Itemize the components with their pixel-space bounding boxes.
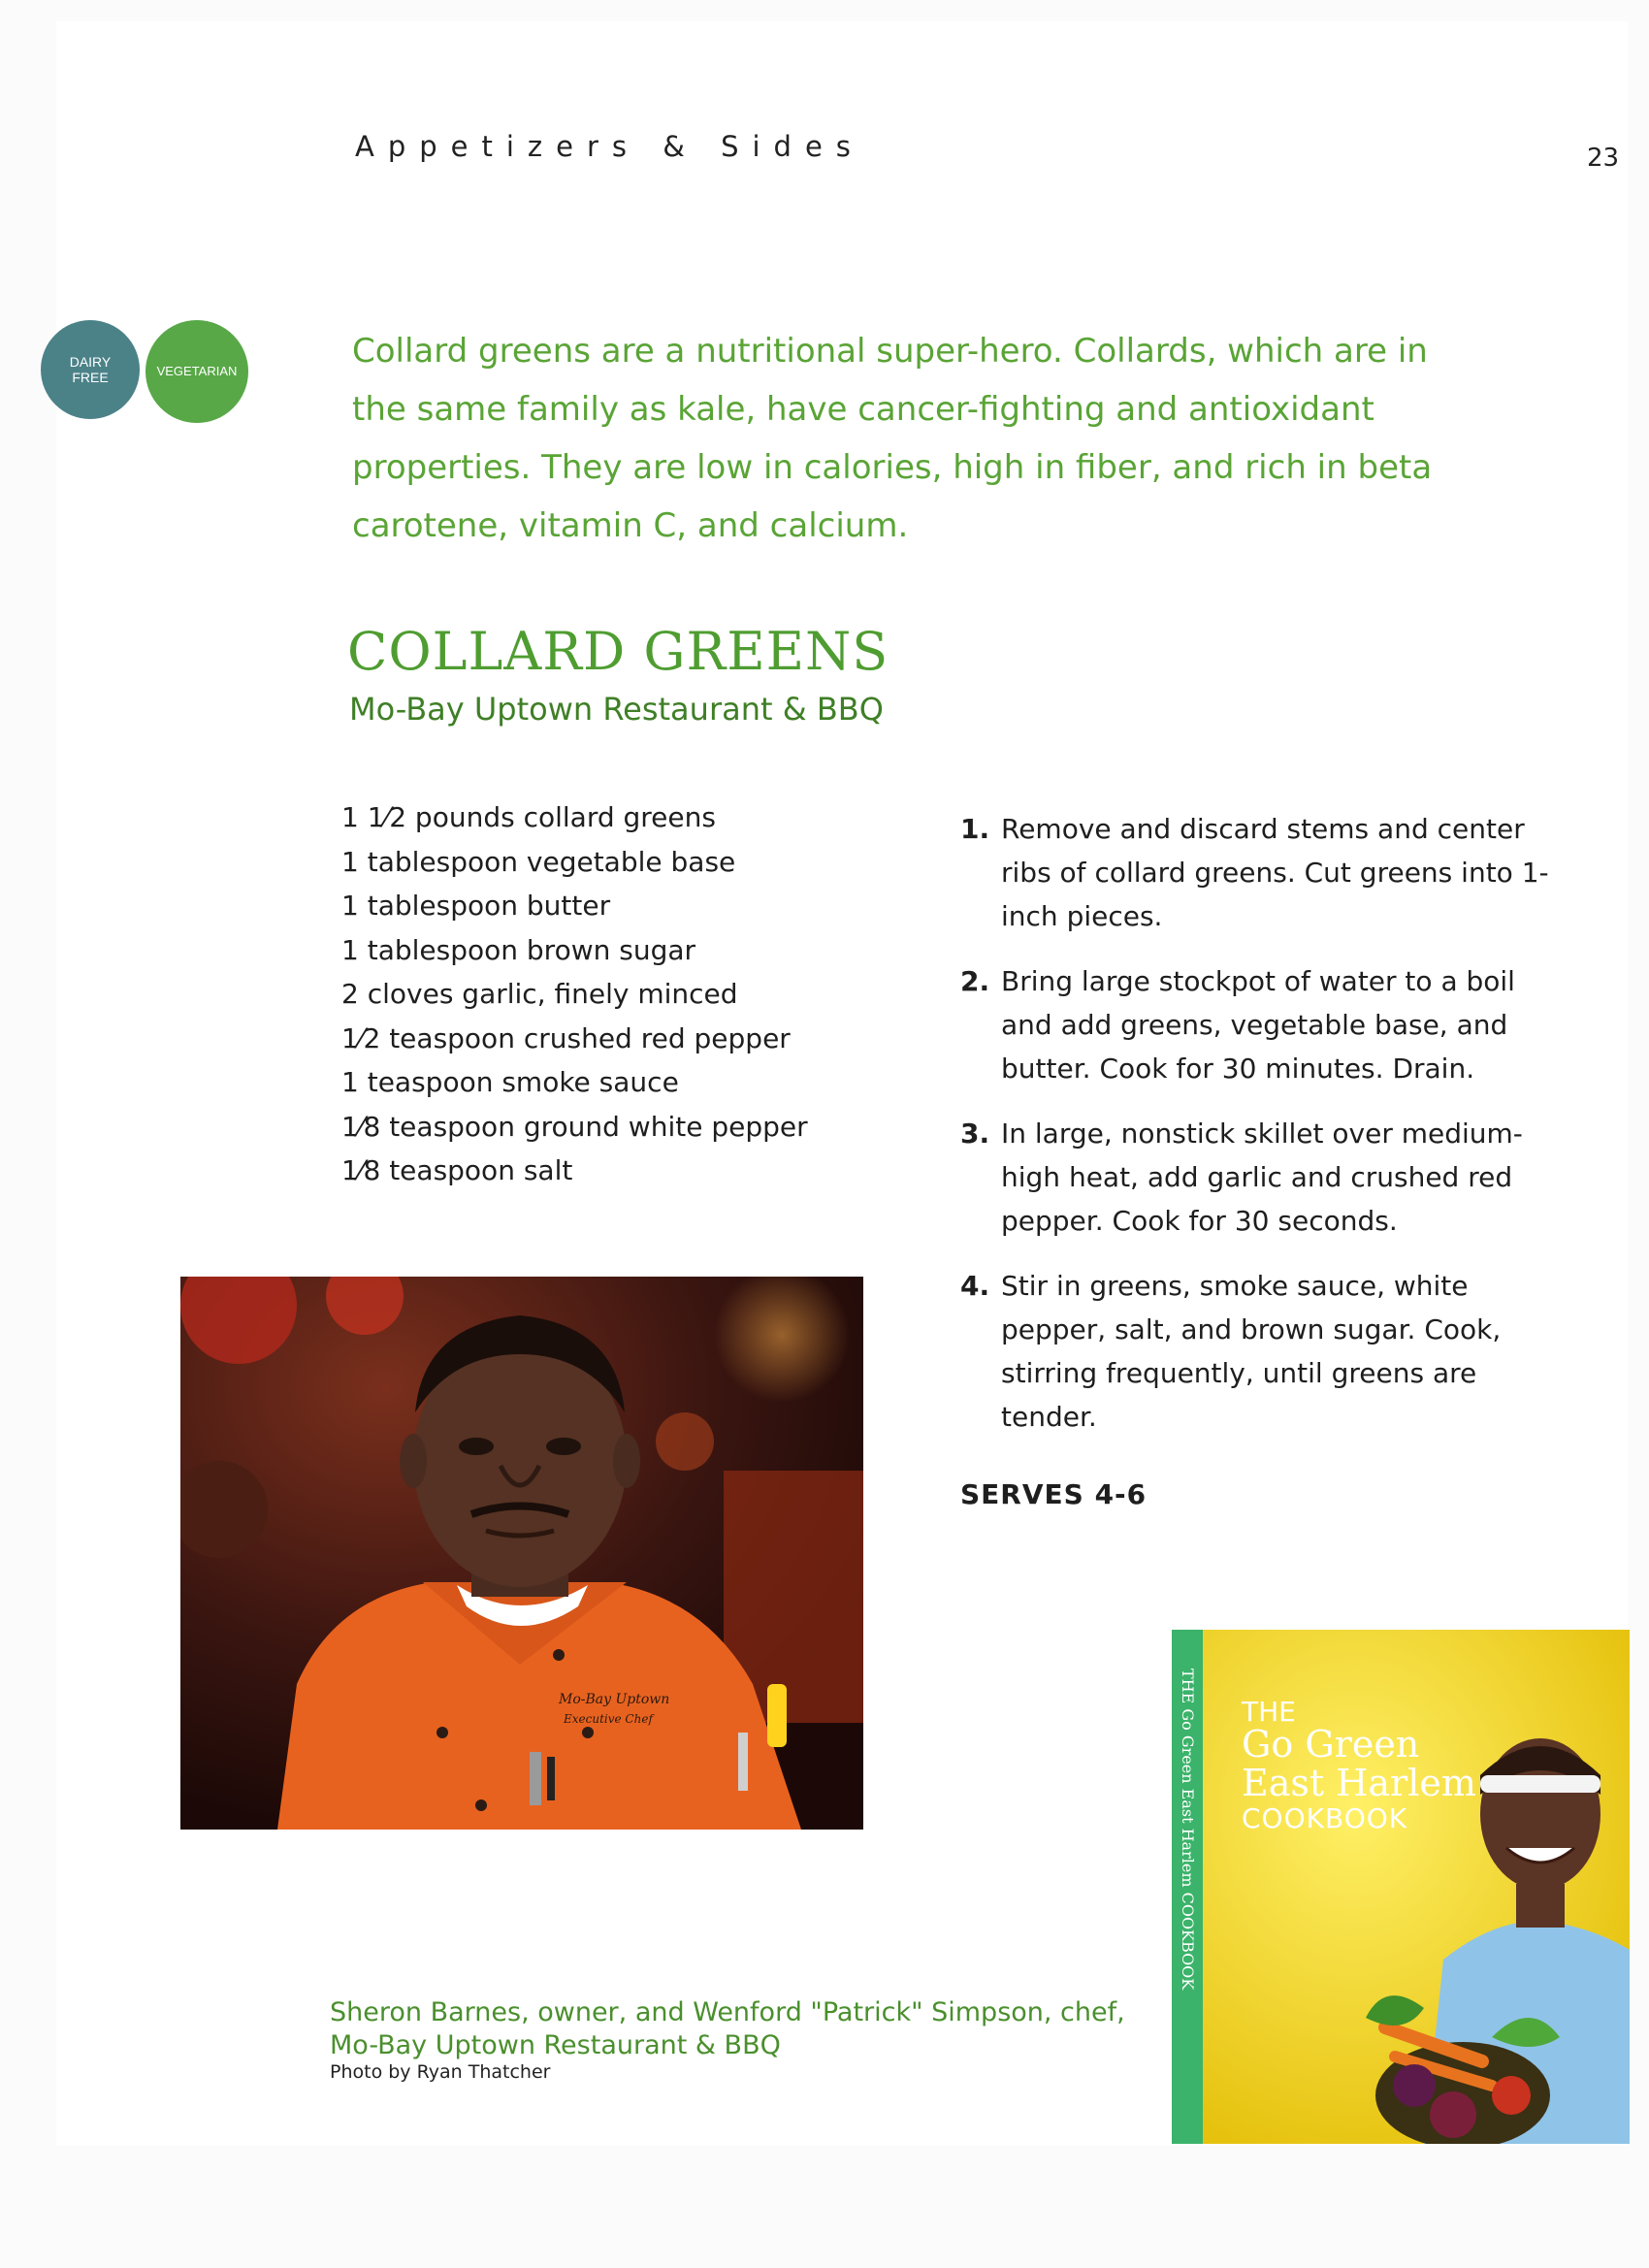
dairy-free-badge: [41, 320, 140, 419]
ingredient-item: 1⁄2 teaspoon crushed red pepper: [341, 1021, 791, 1054]
serves-label: SERVES 4-6: [960, 1478, 1148, 1510]
jacket-embroidery: Mo-Bay Uptown: [559, 1692, 670, 1707]
step-text: Stir in greens, smoke sauce, white pepper, salt, and brown sugar. Cook, stirring frequently, until greens are tender.: [1001, 1270, 1502, 1433]
intro-line: properties. They are low in calories, high in fiber, and rich in beta: [352, 448, 1433, 487]
step-number: 4.: [960, 1270, 990, 1302]
vegetarian-label: VEGETARIAN: [156, 364, 238, 378]
step-number: 1.: [960, 813, 990, 845]
ingredient-item: 1 teaspoon smoke sauce: [341, 1066, 679, 1098]
photo-caption: [330, 1996, 1125, 2062]
book-title-line: Go Green: [1242, 1723, 1420, 1766]
book-cover-art: [1172, 1630, 1630, 2144]
chef-photo: [180, 1277, 863, 1830]
page-number: 23: [1587, 144, 1620, 173]
intro-line: carotene, vitamin C, and calcium.: [352, 506, 909, 545]
step-text: Remove and discard stems and center ribs of collard greens. Cut greens into 1-inch pieces.: [1001, 813, 1549, 932]
step-text: In large, nonstick skillet over medium-high heat, add garlic and crushed red pepper. Cook for 30 seconds.: [1001, 1118, 1523, 1237]
instruction-step: [960, 1112, 1562, 1243]
instruction-step: [960, 807, 1562, 938]
book-spine-title: THE Go Green East Harlem COOKBOOK: [1179, 1669, 1197, 1991]
ingredient-list: [341, 795, 808, 1193]
intro-line: the same family as kale, have cancer-fighting and antioxidant: [352, 390, 1374, 429]
intro-paragraph: [352, 322, 1555, 555]
book-title-main: [1242, 1725, 1476, 1802]
ingredient-item: 1 tablespoon butter: [341, 890, 611, 922]
step-number: 3.: [960, 1118, 990, 1150]
jacket-embroidery: Executive Chef: [564, 1712, 653, 1726]
ingredient-item: 1 tablespoon brown sugar: [341, 933, 696, 966]
vegetarian-badge: [146, 320, 248, 423]
instruction-step: [960, 959, 1562, 1090]
section-heading: Appetizers & Sides: [355, 130, 864, 163]
ingredient-item: 1 1⁄2 pounds collard greens: [341, 801, 716, 833]
book-title-the: THE: [1242, 1696, 1296, 1728]
book-title-line: East Harlem: [1242, 1762, 1476, 1804]
book-spine: [1172, 1630, 1203, 2144]
book-title-cookbook: COOKBOOK: [1242, 1802, 1408, 1834]
intro-line: Collard greens are a nutritional super-hero. Collards, which are in: [352, 332, 1428, 371]
caption-line: Mo-Bay Uptown Restaurant & BBQ: [330, 2030, 781, 2060]
step-text: Bring large stockpot of water to a boil and add greens, vegetable base, and butter. Cook for 30 minutes. Drain.: [1001, 965, 1515, 1085]
book-cover: [1172, 1630, 1630, 2144]
caption-line: Sheron Barnes, owner, and Wenford "Patrick" Simpson, chef,: [330, 1997, 1125, 2027]
instruction-step: [960, 1264, 1562, 1439]
recipe-title: COLLARD GREENS: [347, 621, 889, 682]
step-number: 2.: [960, 965, 990, 997]
dairy-free-label: DAIRY FREE: [69, 354, 112, 385]
instruction-list: [960, 807, 1562, 1460]
ingredient-item: 1⁄8 teaspoon ground white pepper: [341, 1110, 808, 1143]
ingredient-item: 1⁄8 teaspoon salt: [341, 1154, 573, 1186]
restaurant-name: Mo-Bay Uptown Restaurant & BBQ: [349, 691, 884, 728]
chef-photo-illustration: [180, 1277, 863, 1830]
ingredient-item: 1 tablespoon vegetable base: [341, 845, 736, 878]
photo-credit: Photo by Ryan Thatcher: [330, 2061, 551, 2083]
ingredient-item: 2 cloves garlic, finely minced: [341, 978, 738, 1010]
